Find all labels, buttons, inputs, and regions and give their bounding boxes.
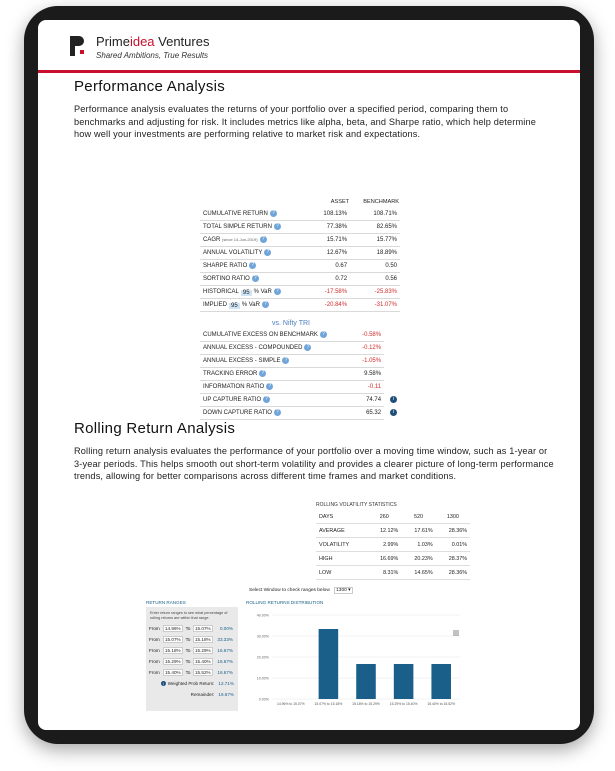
stat-value: 0.01% (436, 538, 470, 552)
metric-label: CUMULATIVE RETURN (203, 211, 268, 218)
window-select[interactable]: 1300 ▾ (336, 588, 351, 593)
info-icon[interactable]: i (390, 409, 397, 416)
stat-value: 28.36% (436, 524, 470, 538)
brand-tagline: Shared Ambitions, True Results (96, 51, 209, 60)
var-row (200, 299, 400, 312)
stat-value: 14.65% (401, 566, 435, 580)
y-tick-label: 20.00% (256, 655, 269, 660)
distribution-chart (246, 607, 468, 713)
excess-label: ANNUAL EXCESS - COMPOUNDED (203, 345, 303, 352)
volatility-row (316, 524, 470, 538)
from-input[interactable]: 14.96% (163, 625, 183, 632)
excess-value: -0.58% (343, 329, 384, 342)
excess-row (200, 342, 400, 355)
performance-title: Performance Analysis (74, 78, 226, 95)
stat-label: AVERAGE (316, 524, 367, 538)
range-row (149, 667, 235, 678)
to-input[interactable]: 15.29% (193, 647, 213, 654)
metric-label: TOTAL SIMPLE RETURN (203, 224, 272, 231)
excess-row (200, 394, 400, 407)
help-icon[interactable]: ? (263, 396, 270, 403)
benchmark-value: 0.56 (350, 273, 400, 286)
help-icon[interactable]: ? (266, 383, 273, 390)
stat-label: VOLATILITY (316, 538, 367, 552)
help-icon[interactable]: ? (304, 344, 311, 351)
help-icon[interactable]: ? (262, 301, 269, 308)
stat-label: LOW (316, 566, 367, 580)
help-icon[interactable]: ? (274, 409, 281, 416)
metric-row (200, 234, 400, 247)
from-input[interactable]: 15.40% (163, 669, 183, 676)
range-pct: 0.00% (219, 626, 233, 631)
stat-label: HIGH (316, 552, 367, 566)
stat-value: 12.12% (367, 524, 401, 538)
asset-value: -17.58% (311, 286, 350, 299)
remainder-value: 16.67% (218, 692, 234, 697)
weighted-row (146, 678, 238, 689)
rolling-section (74, 420, 554, 483)
stat-value: 28.36% (436, 566, 470, 580)
help-icon[interactable]: ? (264, 249, 271, 256)
ranges-rows (146, 623, 238, 678)
range-row (149, 634, 235, 645)
to-label: To (185, 648, 191, 653)
metric-label: CAGR (203, 237, 221, 244)
window-days: 260 (367, 510, 401, 524)
from-label: From (149, 648, 160, 653)
weighted-value: 12.71% (218, 681, 234, 686)
from-label: From (149, 626, 160, 631)
help-icon[interactable]: ? (320, 331, 327, 338)
asset-value: 0.72 (311, 273, 350, 286)
to-input[interactable]: 15.40% (193, 658, 213, 665)
stat-value: 17.61% (401, 524, 435, 538)
metric-row (200, 273, 400, 286)
benchmark-value: -31.07% (350, 299, 400, 312)
remainder-label: Remainder: (190, 692, 215, 697)
from-label: From (149, 637, 160, 642)
excess-value: 9.58% (343, 368, 384, 381)
stat-value: 1.03% (401, 538, 435, 552)
x-tick-label: 15.18% to 15.29% (352, 702, 380, 706)
excess-label: TRACKING ERROR (203, 371, 258, 378)
remainder-row (146, 689, 238, 700)
benchmark-value: 82.65% (350, 221, 400, 234)
x-tick-label: 14.96% to 15.07% (276, 702, 305, 706)
help-icon[interactable]: ? (259, 370, 266, 377)
x-tick-label: 15.29% to 15.40% (389, 702, 418, 706)
window-prompt: Select Window to check ranges below (249, 588, 330, 593)
excess-label: CUMULATIVE EXCESS ON BENCHMARK (203, 332, 318, 339)
tablet-frame (24, 6, 594, 744)
asset-value: -20.84% (311, 299, 350, 312)
confidence-input[interactable]: 95 (242, 289, 250, 296)
volatility-row (316, 566, 470, 580)
help-icon[interactable]: ? (282, 357, 289, 364)
metric-row (200, 260, 400, 273)
help-icon[interactable]: ? (249, 262, 256, 269)
stat-value: 28.37% (436, 552, 470, 566)
bar[interactable] (356, 664, 376, 699)
site-header (38, 20, 580, 73)
performance-section (74, 78, 554, 141)
excess-label: ANNUAL EXCESS - SIMPLE (203, 358, 281, 365)
excess-label: UP CAPTURE RATIO (203, 397, 262, 404)
cagr-note: (since 14-Jun-2019) (222, 237, 258, 243)
screen (38, 20, 580, 730)
bar[interactable] (394, 664, 414, 699)
col-benchmark: BENCHMARK (363, 199, 399, 205)
benchmark-value: 18.89% (350, 247, 400, 260)
info-icon: i (161, 681, 166, 686)
weighted-label: Weighted Prob Return: (167, 681, 215, 686)
range-row (149, 623, 235, 634)
range-pct: 16.67% (217, 659, 233, 664)
metric-label: ANNUAL VOLATILITY (203, 250, 263, 257)
var-label: HISTORICAL (203, 289, 239, 296)
range-pct: 16.67% (217, 648, 233, 653)
metric-label: SHARPE RATIO (203, 263, 248, 270)
excess-value: 65.32 (343, 407, 384, 420)
ranges-title: RETURN RANGES (146, 600, 186, 605)
excess-value: -0.11 (343, 381, 384, 394)
var-row (200, 286, 400, 299)
excess-value: 74.74 (343, 394, 384, 407)
asset-value: 12.67% (311, 247, 350, 260)
asset-value: 15.71% (311, 234, 350, 247)
excess-table (200, 329, 400, 420)
confidence-input[interactable]: 95 (231, 302, 238, 309)
excess-value: -1.05% (343, 355, 384, 368)
rolling-description: Rolling return analysis evaluates the performance of your portfolio over a moving time window, such as 1-year or 3-year periods. This helps smooth out short-term volatility and provides a clearer picture of long-term performance trends, allowing for better comparisons across different time frames and market conditions. (74, 446, 554, 481)
excess-label: DOWN CAPTURE RATIO (203, 410, 272, 417)
volatility-row (316, 538, 470, 552)
help-icon[interactable]: ? (270, 210, 277, 217)
excess-row (200, 381, 400, 394)
window-days: 520 (401, 510, 435, 524)
volatility-header (316, 510, 470, 524)
excess-row (200, 407, 400, 420)
benchmark-value: -25.83% (350, 286, 400, 299)
benchmark-value: 15.77% (350, 234, 400, 247)
from-input[interactable]: 15.18% (163, 647, 183, 654)
vs-benchmark-label: vs. Nifty TRI (272, 320, 310, 327)
from-input[interactable]: 15.07% (163, 636, 183, 643)
range-pct: 33.33% (217, 637, 233, 642)
volatility-table (316, 510, 470, 580)
to-label: To (185, 626, 191, 631)
x-tick-label: 15.40% to 15.52% (427, 702, 456, 706)
var-suffix: % VaR (241, 302, 260, 309)
to-label: To (185, 670, 191, 675)
ranges-hint: Enter return ranges to see what percentage of rolling returns are within that range. (150, 611, 228, 620)
metric-row (200, 247, 400, 260)
excess-label: INFORMATION RATIO (203, 384, 265, 391)
asset-value: 108.13% (311, 208, 350, 221)
metric-row (200, 208, 400, 221)
chart-title: ROLLING RETURNS DISTRIBUTION (246, 600, 324, 605)
stat-value: 2.99% (367, 538, 401, 552)
help-icon[interactable]: ? (252, 275, 259, 282)
volatility-row (316, 552, 470, 566)
to-label: To (185, 659, 191, 664)
from-label: From (149, 670, 160, 675)
y-tick-label: 40.00% (256, 613, 269, 618)
excess-row (200, 368, 400, 381)
x-tick-label: 15.07% to 15.18% (314, 702, 343, 706)
logo-icon (68, 34, 86, 58)
performance-description: Performance analysis evaluates the returns of your portfolio over a specified period, comparing them to benchmarks and adjusting for risk. It includes metrics like alpha, beta, and Sharpe ratio, which help determine how well your investments are performing relative to market risk and expectations. (74, 104, 536, 139)
window-selector (249, 588, 353, 593)
to-label: To (185, 637, 191, 642)
y-tick-label: 30.00% (256, 634, 269, 639)
help-icon[interactable]: ? (274, 223, 281, 230)
stat-value: 16.69% (367, 552, 401, 566)
help-icon[interactable]: ? (274, 288, 281, 295)
brand-name[interactable]: Primeidea Ventures (96, 34, 210, 49)
benchmark-value: 0.50 (350, 260, 400, 273)
var-label: IMPLIED (203, 302, 228, 309)
var-suffix: % VaR (253, 289, 272, 296)
bar[interactable] (431, 664, 451, 699)
help-icon[interactable]: ? (260, 236, 267, 243)
info-icon[interactable]: i (390, 396, 397, 403)
metric-label: SORTINO RATIO (203, 276, 250, 283)
benchmark-value: 108.71% (350, 208, 400, 221)
excess-value: -0.12% (343, 342, 384, 355)
performance-table (200, 196, 400, 312)
y-tick-label: 10.00% (256, 676, 269, 681)
to-input[interactable]: 15.52% (193, 669, 213, 676)
asset-value: 0.67 (311, 260, 350, 273)
asset-value: 77.38% (311, 221, 350, 234)
rolling-title: Rolling Return Analysis (74, 420, 236, 437)
bar[interactable] (319, 629, 339, 699)
range-pct: 16.67% (217, 670, 233, 675)
volatility-title: ROLLING VOLATILITY STATISTICS (316, 502, 397, 508)
y-tick-label: 0.00% (258, 697, 269, 702)
days-label: DAYS (316, 510, 367, 524)
stat-value: 20.23% (401, 552, 435, 566)
range-row (149, 656, 235, 667)
window-days: 1300 (436, 510, 470, 524)
from-input[interactable]: 15.29% (163, 658, 183, 665)
excess-row (200, 355, 400, 368)
ranges-panel (146, 607, 238, 711)
range-row (149, 645, 235, 656)
to-input[interactable]: 15.18% (193, 636, 213, 643)
stat-value: 8.31% (367, 566, 401, 580)
metric-row (200, 221, 400, 234)
excess-row (200, 329, 400, 342)
col-asset: ASSET (330, 199, 350, 205)
to-input[interactable]: 15.07% (193, 625, 213, 632)
from-label: From (149, 659, 160, 664)
